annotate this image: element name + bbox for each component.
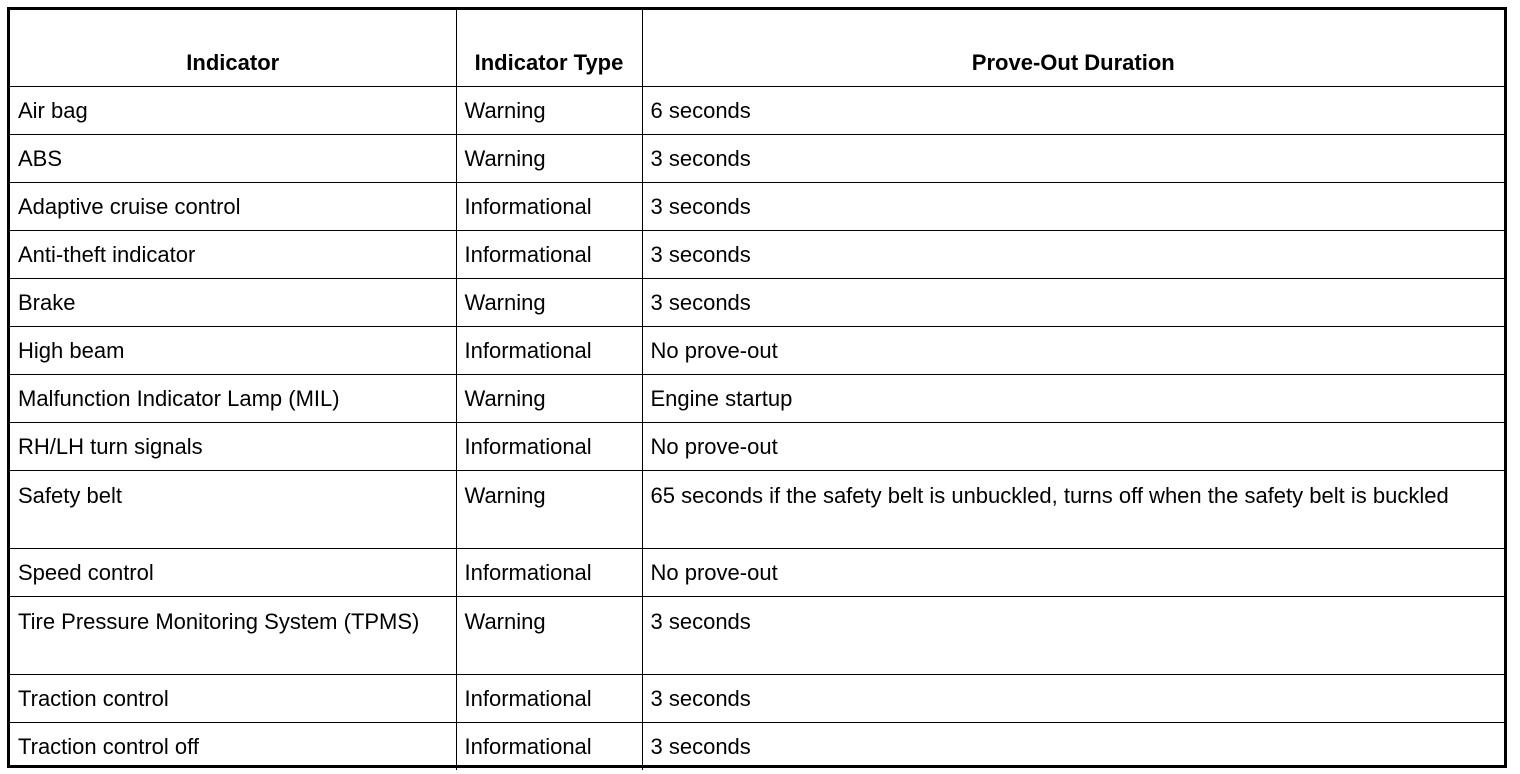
cell-indicator: Speed control	[10, 548, 456, 596]
cell-prove-out-duration: 3 seconds	[642, 596, 1504, 674]
cell-prove-out-duration: No prove-out	[642, 548, 1504, 596]
cell-prove-out-duration: 3 seconds	[642, 134, 1504, 182]
header-indicator-type: Indicator Type	[456, 10, 642, 86]
table-row	[10, 230, 1504, 278]
cell-prove-out-duration: 3 seconds	[642, 230, 1504, 278]
table-row	[10, 182, 1504, 230]
cell-prove-out-duration: 3 seconds	[642, 674, 1504, 722]
cell-prove-out-duration: 3 seconds	[642, 182, 1504, 230]
cell-indicator: Air bag	[10, 86, 456, 134]
cell-indicator-type: Informational	[456, 230, 642, 278]
cell-indicator: Adaptive cruise control	[10, 182, 456, 230]
cell-indicator: ABS	[10, 134, 456, 182]
cell-prove-out-duration: 3 seconds	[642, 722, 1504, 770]
cell-indicator-type: Warning	[456, 86, 642, 134]
cell-indicator-type: Informational	[456, 722, 642, 770]
header-indicator: Indicator	[10, 10, 456, 86]
cell-indicator-type: Warning	[456, 470, 642, 548]
cell-indicator-type: Warning	[456, 278, 642, 326]
cell-indicator: Malfunction Indicator Lamp (MIL)	[10, 374, 456, 422]
table-row	[10, 674, 1504, 722]
table-header-row	[10, 10, 1504, 86]
table-row	[10, 548, 1504, 596]
cell-indicator: High beam	[10, 326, 456, 374]
table-row	[10, 278, 1504, 326]
cell-indicator-type: Informational	[456, 674, 642, 722]
cell-indicator-type: Informational	[456, 422, 642, 470]
cell-indicator-type: Informational	[456, 182, 642, 230]
table-row	[10, 374, 1504, 422]
indicator-table	[10, 10, 1504, 770]
cell-indicator-type: Warning	[456, 596, 642, 674]
indicator-table-frame	[7, 7, 1507, 768]
cell-prove-out-duration: Engine startup	[642, 374, 1504, 422]
cell-indicator: Tire Pressure Monitoring System (TPMS)	[10, 596, 456, 674]
table-row	[10, 422, 1504, 470]
cell-prove-out-duration: 3 seconds	[642, 278, 1504, 326]
cell-prove-out-duration: 65 seconds if the safety belt is unbuckled, turns off when the safety belt is buckled	[642, 470, 1504, 548]
cell-indicator: Traction control off	[10, 722, 456, 770]
table-row	[10, 470, 1504, 548]
cell-indicator-type: Informational	[456, 548, 642, 596]
cell-indicator: Traction control	[10, 674, 456, 722]
cell-prove-out-duration: No prove-out	[642, 326, 1504, 374]
cell-indicator: Safety belt	[10, 470, 456, 548]
header-prove-out-duration: Prove-Out Duration	[642, 10, 1504, 86]
cell-prove-out-duration: No prove-out	[642, 422, 1504, 470]
cell-indicator: Brake	[10, 278, 456, 326]
table-row	[10, 134, 1504, 182]
cell-indicator-type: Warning	[456, 134, 642, 182]
cell-prove-out-duration: 6 seconds	[642, 86, 1504, 134]
table-row	[10, 722, 1504, 770]
cell-indicator-type: Informational	[456, 326, 642, 374]
cell-indicator-type: Warning	[456, 374, 642, 422]
cell-indicator: RH/LH turn signals	[10, 422, 456, 470]
table-row	[10, 326, 1504, 374]
table-row	[10, 596, 1504, 674]
cell-indicator: Anti-theft indicator	[10, 230, 456, 278]
table-row	[10, 86, 1504, 134]
